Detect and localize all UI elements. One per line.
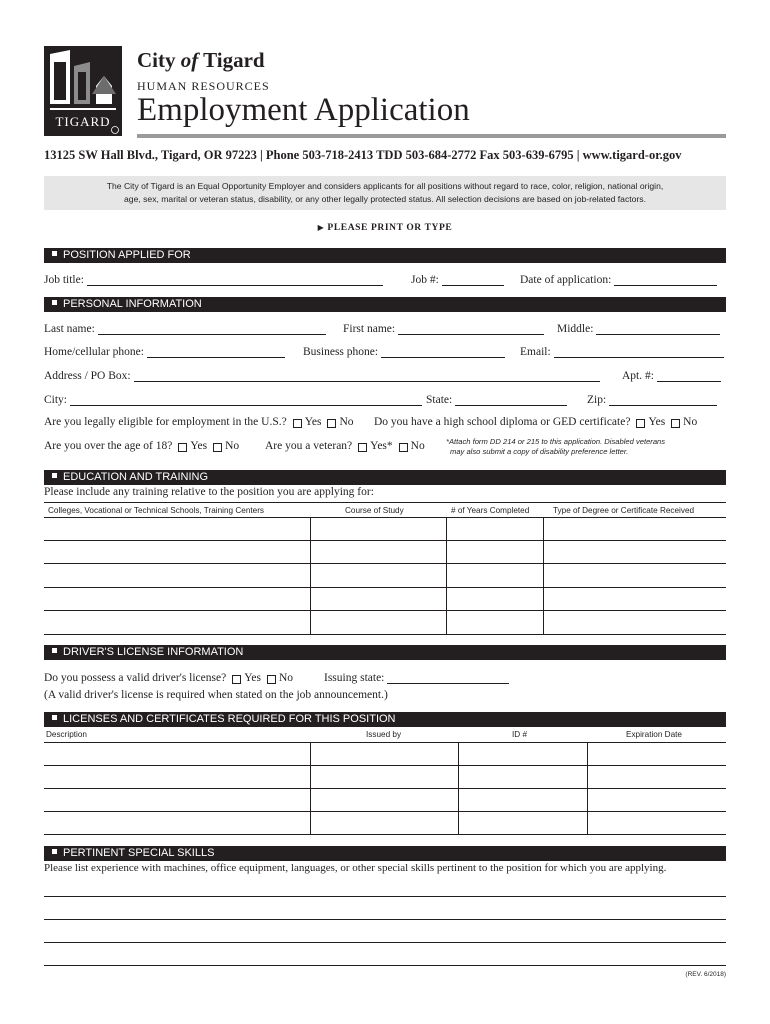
education-col-school: Colleges, Vocational or Technical Schools, Training Centers <box>48 506 265 515</box>
table-row[interactable] <box>44 563 726 564</box>
veteran-no-checkbox[interactable] <box>399 443 408 452</box>
veteran-note: *Attach form DD 214 or 215 to this application. Disabled veterans may also submit a copy of disability preference letter. <box>446 437 666 456</box>
licenses-col-issued-by: Issued by <box>366 730 402 739</box>
licenses-col-expiration: Expiration Date <box>626 730 682 739</box>
eeo-statement <box>44 176 726 210</box>
square-bullet-icon <box>52 473 57 478</box>
drivers-license-question: Do you possess a valid driver's license? Yes No <box>44 672 293 684</box>
licenses-col-id: ID # <box>512 730 528 739</box>
logo-text: TIGARD <box>55 114 111 129</box>
eeo-line-2: age, sex, marital or veteran status, disability, or any other legally protected status. All selection decisions are based on job-related factors. <box>124 194 646 204</box>
square-bullet-icon <box>52 849 57 854</box>
department-name: HUMAN RESOURCES <box>137 79 270 93</box>
table-row[interactable] <box>44 634 726 635</box>
section-licenses-certificates: LICENSES AND CERTIFICATES REQUIRED FOR THIS POSITION <box>44 712 726 727</box>
square-bullet-icon <box>52 251 57 256</box>
diploma-no-checkbox[interactable] <box>671 419 680 428</box>
education-header-rule <box>44 517 726 518</box>
job-number-field[interactable]: Job #: <box>411 274 504 286</box>
state-field[interactable]: State: <box>426 394 567 406</box>
square-bullet-icon <box>52 648 57 653</box>
city-name: City of Tigard <box>137 48 265 72</box>
license-yes-checkbox[interactable] <box>232 675 241 684</box>
last-name-field[interactable]: Last name: <box>44 323 326 335</box>
licenses-header-rule <box>44 742 726 743</box>
skills-line[interactable] <box>44 965 726 966</box>
section-education-training: EDUCATION AND TRAINING <box>44 470 726 485</box>
license-no-checkbox[interactable] <box>267 675 276 684</box>
business-phone-field[interactable]: Business phone: <box>303 346 505 358</box>
triangle-right-icon: ▶ <box>317 223 325 232</box>
eeo-line-1: The City of Tigard is an Equal Opportunity Employer and considers applicants for all positions without regard to race, color, religion, national origin, <box>106 181 664 191</box>
licenses-col-description: Description <box>46 730 87 739</box>
education-col-degree: Type of Degree or Certificate Received <box>553 506 695 515</box>
skills-line[interactable] <box>44 896 726 897</box>
zip-field[interactable]: Zip: <box>587 394 717 406</box>
square-bullet-icon <box>52 300 57 305</box>
issuing-state-field[interactable]: Issuing state: <box>324 672 509 684</box>
education-instructions: Please include any training relative to the position you are applying for: <box>44 486 374 498</box>
section-personal-information: PERSONAL INFORMATION <box>44 297 726 312</box>
drivers-license-note: (A valid driver's license is required when stated on the job announcement.) <box>44 689 388 701</box>
age-question: Are you over the age of 18? Yes No <box>44 440 240 452</box>
veteran-question: Are you a veteran? Yes* No <box>265 440 425 452</box>
address-field[interactable]: Address / PO Box: <box>44 370 600 382</box>
title-divider <box>137 134 726 138</box>
skills-line[interactable] <box>44 942 726 943</box>
eligible-yes-checkbox[interactable] <box>293 419 302 428</box>
table-row[interactable] <box>44 587 726 588</box>
education-col-course: Course of Study <box>345 506 404 515</box>
eligible-no-checkbox[interactable] <box>327 419 336 428</box>
education-col-years: # of Years Completed <box>451 506 530 515</box>
section-position-applied: POSITION APPLIED FOR <box>44 248 726 263</box>
city-field[interactable]: City: <box>44 394 422 406</box>
education-table-top <box>44 502 726 503</box>
middle-name-field[interactable]: Middle: <box>557 323 720 335</box>
eligibility-question: Are you legally eligible for employment in the U.S.? Yes No <box>44 416 354 428</box>
table-row[interactable] <box>44 610 726 611</box>
skills-instructions: Please list experience with machines, office equipment, languages, or other special skills pertinent to the position for which you are applying. <box>44 862 667 874</box>
home-phone-field[interactable]: Home/cellular phone: <box>44 346 285 358</box>
contact-line: 13125 SW Hall Blvd., Tigard, OR 97223 | Phone 503-718-2413 TDD 503-684-2772 Fax 503-639-6795 | www.tigard-or.gov <box>44 148 682 162</box>
table-row[interactable] <box>44 765 726 766</box>
table-row[interactable] <box>44 811 726 812</box>
table-row[interactable] <box>44 834 726 835</box>
diploma-yes-checkbox[interactable] <box>636 419 645 428</box>
document-title: Employment Application <box>137 92 470 128</box>
job-title-field[interactable]: Job title: <box>44 274 383 286</box>
print-note: ▶ PLEASE PRINT OR TYPE <box>317 223 453 233</box>
square-bullet-icon <box>52 715 57 720</box>
veteran-yes-checkbox[interactable] <box>358 443 367 452</box>
over18-yes-checkbox[interactable] <box>178 443 187 452</box>
over18-no-checkbox[interactable] <box>213 443 222 452</box>
skills-line[interactable] <box>44 919 726 920</box>
table-row[interactable] <box>44 788 726 789</box>
table-row[interactable] <box>44 540 726 541</box>
section-special-skills: PERTINENT SPECIAL SKILLS <box>44 846 726 861</box>
revision-note: (REV. 6/2018) <box>685 971 726 978</box>
diploma-question: Do you have a high school diploma or GED certificate? Yes No <box>374 416 698 428</box>
first-name-field[interactable]: First name: <box>343 323 544 335</box>
city-logo <box>44 46 122 136</box>
section-drivers-license: DRIVER'S LICENSE INFORMATION <box>44 645 726 660</box>
email-field[interactable]: Email: <box>520 346 724 358</box>
application-date-field[interactable]: Date of application: <box>520 274 717 286</box>
apt-number-field[interactable]: Apt. #: <box>622 370 721 382</box>
